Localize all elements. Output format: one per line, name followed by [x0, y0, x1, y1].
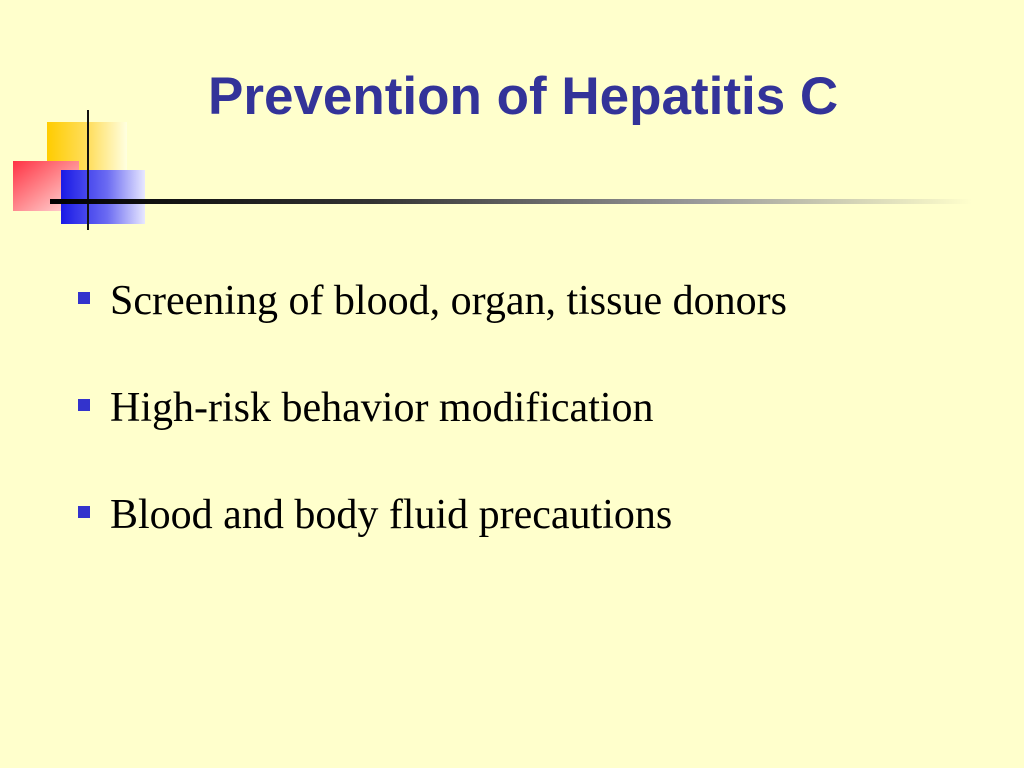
blue-square-decoration	[61, 170, 145, 224]
vertical-rule	[87, 110, 89, 230]
bullet-text: Screening of blood, organ, tissue donors	[110, 278, 787, 324]
title-underline-rule	[50, 199, 972, 204]
square-bullet-icon	[78, 399, 90, 411]
square-bullet-icon	[78, 506, 90, 518]
square-bullet-icon	[78, 292, 90, 304]
bullet-text: Blood and body fluid precautions	[110, 492, 673, 538]
slide-title: Prevention of Hepatitis C	[208, 67, 839, 126]
bullet-text: High-risk behavior modification	[110, 385, 654, 431]
